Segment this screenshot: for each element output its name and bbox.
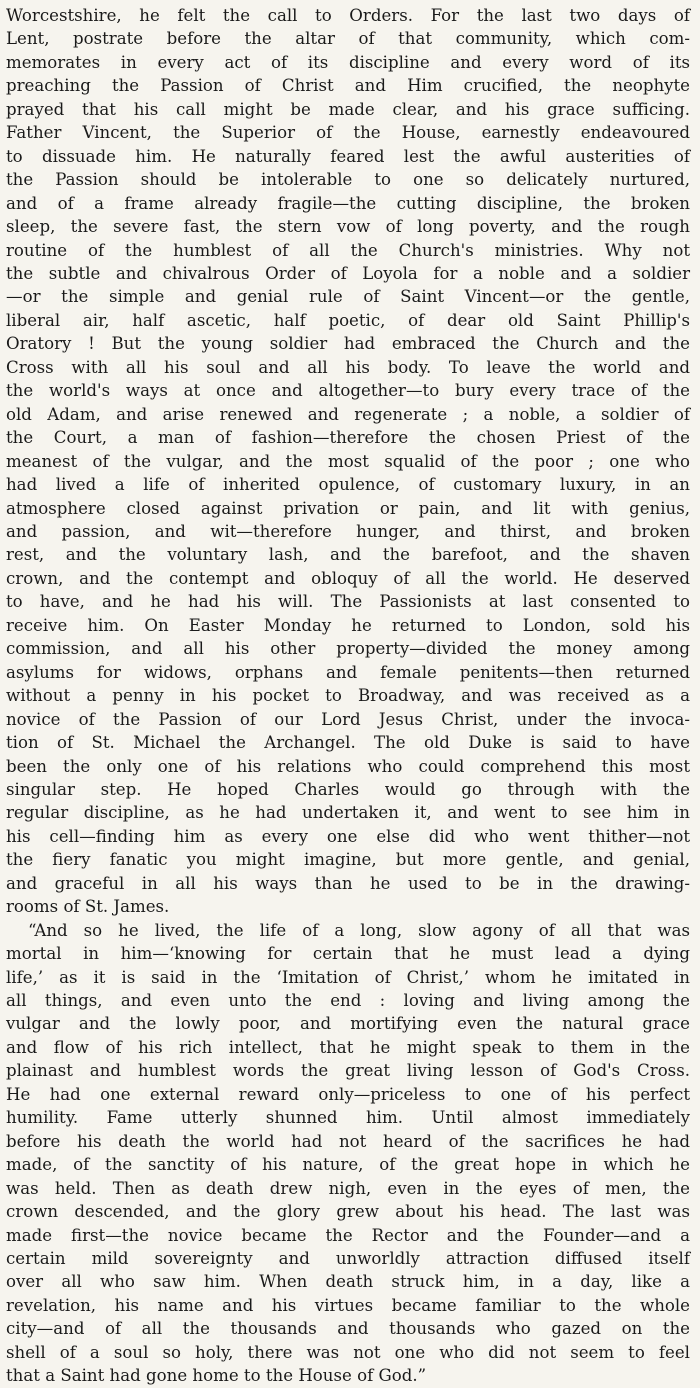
text-line: made, of the sanctity of his nature, of the great hope in which he xyxy=(6,1155,690,1175)
text-line: to dissuade him. He naturally feared lest the awful austerities of xyxy=(6,146,690,166)
text-line: without a penny in his pocket to Broadway, and was received as a xyxy=(6,686,690,706)
text-line: Lent, postrate before the altar of that community, which com- xyxy=(6,29,690,49)
text-line: novice of the Passion of our Lord Jesus Christ, under the invoca- xyxy=(6,709,690,729)
text-line: his cell—finding him as every one else did who went thither—not xyxy=(6,826,690,846)
text-line: regular discipline, as he had undertaken it, and went to see him in xyxy=(6,803,690,823)
text-line: the Passion should be intolerable to one so delicately nurtured, xyxy=(6,170,690,190)
text-line: commission, and all his other property—divided the money among xyxy=(6,639,690,659)
text-line: receive him. On Easter Monday he returned to London, sold his xyxy=(6,615,690,635)
text-line: meanest of the vulgar, and the most squalid of the poor ; one who xyxy=(6,451,690,471)
text-line: city—and of all the thousands and thousands who gazed on the xyxy=(6,1319,690,1339)
text-line: the fiery fanatic you might imagine, but more gentle, and genial, xyxy=(6,850,690,870)
text-line: had lived a life of inherited opulence, of customary luxury, in an xyxy=(6,475,690,495)
text-line: the world's ways at once and altogether—to bury every trace of the xyxy=(6,381,690,401)
text-line: and of a frame already fragile—the cutting discipline, the broken xyxy=(6,193,690,213)
text-line: asylums for widows, orphans and female penitents—then returned xyxy=(6,662,690,682)
paragraph-2 xyxy=(6,919,690,1388)
text-line: sleep, the severe fast, the stern vow of long poverty, and the rough xyxy=(6,217,690,237)
text-line: plainast and humblest words the great living lesson of God's Cross. xyxy=(6,1061,690,1081)
text-line: Father Vincent, the Superior of the House, earnestly endeavoured xyxy=(6,123,690,143)
text-line: routine of the humblest of all the Church's ministries. Why not xyxy=(6,240,690,260)
text-line: and graceful in all his ways than he used to be in the drawing- xyxy=(6,873,690,893)
text-line: prayed that his call might be made clear, and his grace sufficing. xyxy=(6,99,690,119)
text-line: crown, and the contempt and obloquy of all the world. He deserved xyxy=(6,568,690,588)
text-line: crown descended, and the glory grew about his head. The last was xyxy=(6,1202,690,1222)
text-line: and passion, and wit—therefore hunger, and thirst, and broken xyxy=(6,521,690,541)
text-line: Cross with all his soul and all his body. To leave the world and xyxy=(6,357,690,377)
text-line: the Court, a man of fashion—therefore the chosen Priest of the xyxy=(6,428,690,448)
text-line: “And so he lived, the life of a long, slow agony of all that was xyxy=(28,920,690,940)
text-line: rooms of St. James. xyxy=(6,897,170,917)
text-line: liberal air, half ascetic, half poetic, of dear old Saint Phillip's xyxy=(6,310,690,330)
text-line: before his death the world had not heard of the sacrifices he had xyxy=(6,1131,690,1151)
text-line: been the only one of his relations who could comprehend this most xyxy=(6,756,690,776)
text-line: life,’ as it is said in the ‘Imitation of Christ,’ whom he imitated in xyxy=(6,967,690,987)
text-line: all things, and even unto the end : loving and living among the xyxy=(6,991,690,1011)
text-line: preaching the Passion of Christ and Him crucified, the neophyte xyxy=(6,76,690,96)
text-line: the subtle and chivalrous Order of Loyola for a noble and a soldier xyxy=(6,263,690,283)
text-line: to have, and he had his will. The Passionists at last consented to xyxy=(6,592,690,612)
text-line: rest, and the voluntary lash, and the barefoot, and the shaven xyxy=(6,545,690,565)
text-line: mortal in him—‘knowing for certain that he must lead a dying xyxy=(6,944,690,964)
text-line: was held. Then as death drew nigh, even in the eyes of men, the xyxy=(6,1178,690,1198)
text-line: made first—the novice became the Rector and the Founder—and a xyxy=(6,1225,690,1245)
text-line: shell of a soul so holy, there was not one who did not seem to feel xyxy=(6,1342,690,1362)
text-line: over all who saw him. When death struck him, in a day, like a xyxy=(6,1272,690,1292)
text-line: old Adam, and arise renewed and regenerate ; a noble, a soldier of xyxy=(6,404,690,424)
text-line: humility. Fame utterly shunned him. Until almost immediately xyxy=(6,1108,690,1128)
text-line: that a Saint had gone home to the House of God.” xyxy=(6,1366,427,1386)
paragraph-1 xyxy=(6,4,690,919)
text-line: singular step. He hoped Charles would go through with the xyxy=(6,779,690,799)
text-line: Oratory ! But the young soldier had embraced the Church and the xyxy=(6,334,690,354)
text-line: vulgar and the lowly poor, and mortifying even the natural grace xyxy=(6,1014,690,1034)
text-line: memorates in every act of its discipline and every word of its xyxy=(6,52,690,72)
text-line: certain mild sovereignty and unworldly attraction diffused itself xyxy=(6,1249,690,1269)
text-line: atmosphere closed against privation or pain, and lit with genius, xyxy=(6,498,690,518)
text-line: Worcestshire, he felt the call to Orders. For the last two days of xyxy=(6,6,690,25)
text-line: revelation, his name and his virtues became familiar to the whole xyxy=(6,1295,690,1315)
text-line: —or the simple and genial rule of Saint Vincent—or the gentle, xyxy=(6,287,690,307)
text-line: and flow of his rich intellect, that he might speak to them in the xyxy=(6,1037,690,1057)
text-line: He had one external reward only—priceless to one of his perfect xyxy=(6,1084,690,1104)
text-line: tion of St. Michael the Archangel. The old Duke is said to have xyxy=(6,733,690,753)
